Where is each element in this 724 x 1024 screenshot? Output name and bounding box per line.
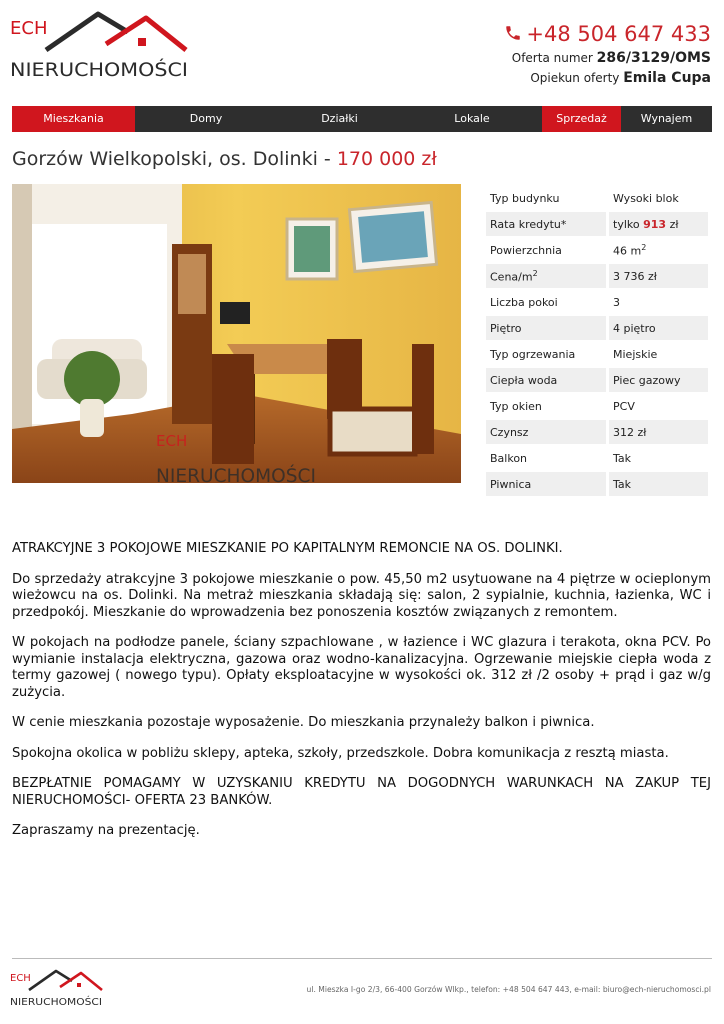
description-paragraph: BEZPŁATNIE POMAGAMY W UZYSKANIU KREDYTU NA DOGODNYCH WARUNKACH NA ZAKUP TEJ NIERUCHOMOŚCI- OFERTA 23 BANKÓW. xyxy=(12,776,711,808)
description-paragraph: W pokojach na podłodze panele, ściany szpachlowane , w łazience i WC glazura i terakota, okna PCV. Po wymianie instalacja elektryczna, gazowa oraz wodno-kanalizacyjna. Ogrzewanie miejskie ciepła woda z termy gazowej ( nowego typu). Opłaty eksploatacyjne w wysokości ok. 312 zł /2 osoby + prąd i gaz w/g zużycia. xyxy=(12,635,711,700)
param-label: Ciepła woda xyxy=(486,368,609,392)
param-row-basement xyxy=(486,472,708,496)
company-logo[interactable] xyxy=(10,10,190,82)
param-value: 46 $m^2$ xyxy=(613,242,647,258)
offer-number: 286/3129/OMS xyxy=(596,50,711,66)
svg-text:ECH: ECH xyxy=(156,432,188,450)
param-row-heating xyxy=(486,342,708,366)
nav-item-sprzedaz[interactable]: Sprzedaż xyxy=(542,106,621,132)
agent-name: Emila Cupa xyxy=(623,70,711,86)
param-label: Cena/$m^2$ xyxy=(486,264,609,288)
main-nav xyxy=(12,106,712,132)
param-row-price-m2 xyxy=(486,264,708,288)
footer-divider xyxy=(12,958,712,959)
nav-item-wynajem[interactable]: Wynajem xyxy=(640,112,693,125)
param-label: Piętro xyxy=(486,316,609,340)
param-row-floor xyxy=(486,316,708,340)
listing-description xyxy=(12,541,711,854)
param-value: Tak xyxy=(609,472,708,496)
svg-text:ECH: ECH xyxy=(10,18,48,39)
param-value: Miejskie xyxy=(613,347,658,361)
param-label: Typ okien xyxy=(486,394,609,418)
param-row-hot-water xyxy=(486,368,708,392)
param-label: Typ budynku xyxy=(486,186,609,210)
credit-amount: 913 xyxy=(643,217,667,231)
contact-block xyxy=(504,20,711,88)
param-row-windows xyxy=(486,394,708,418)
param-value: PCV xyxy=(613,399,635,413)
phone-icon xyxy=(504,24,522,42)
param-label: Piwnica xyxy=(486,472,609,496)
header xyxy=(0,0,724,100)
footer-address: ul. Mieszka I-go 2/3, 66-400 Gorzów Wlkp., telefon: +48 504 647 443, e-mail: biuro@ech-nieruchomosci.pl xyxy=(306,985,711,994)
param-value: 3 736 zł xyxy=(609,264,708,288)
param-row-area xyxy=(486,238,708,262)
description-paragraph: Zapraszamy na prezentację. xyxy=(12,823,200,838)
param-row-rooms xyxy=(486,290,708,314)
param-value: Wysoki blok xyxy=(613,191,679,205)
param-value: 312 zł xyxy=(609,420,708,444)
param-row-building-type xyxy=(486,186,708,210)
offer-number-row: Oferta numer 286/3129/OMS xyxy=(511,50,711,66)
param-row-balcony xyxy=(486,446,708,470)
param-value: 4 piętro xyxy=(609,316,708,340)
param-label: Liczba pokoi xyxy=(486,290,609,314)
nav-item-lokale[interactable]: Lokale xyxy=(454,112,490,125)
param-label: Powierzchnia xyxy=(486,238,609,262)
svg-text:ECH: ECH xyxy=(10,973,31,984)
description-headline: ATRAKCYJNE 3 POKOJOWE MIESZKANIE PO KAPITALNYM REMONCIE NA OS. DOLINKI. xyxy=(12,541,563,556)
svg-text:NIERUCHOMOŚCI: NIERUCHOMOŚCI xyxy=(156,465,320,483)
svg-text:NIERUCHOMOŚCI: NIERUCHOMOŚCI xyxy=(10,59,174,81)
listing-price: 170 000 zł xyxy=(336,148,437,170)
description-paragraph: Spokojna okolica w pobliżu sklepy, apteka, szkoły, przedszkole. Dobra komunikacja z resztą miasta. xyxy=(12,745,669,761)
param-value: 3 xyxy=(613,295,620,309)
param-value: Tak xyxy=(613,451,632,465)
nav-item-domy[interactable]: Domy xyxy=(189,112,223,125)
listing-title xyxy=(12,146,437,172)
footer-logo[interactable] xyxy=(10,968,104,1008)
param-label: Typ ogrzewania xyxy=(486,342,609,366)
param-value: Piec gazowy xyxy=(609,368,708,392)
description-paragraph: Do sprzedaży atrakcyjne 3 pokojowe mieszkanie o pow. 45,50 m2 usytuowane na 4 piętrze w ocieplonym wieżowcu na os. Dolinki. Na metraż mieszkania składają się: salon, 2 sypialnie, kuchnia, łazienka, WC i przedpokój. Mieszkanie do wprowadzenia bez ponoszenia kosztów związanych z remontem. xyxy=(12,571,711,620)
listing-location: Gorzów Wielkopolski, os. Dolinki - xyxy=(12,148,337,170)
description-paragraph: W cenie mieszkania pozostaje wyposażenie. Do mieszkania przynależy balkon i piwnica. xyxy=(12,715,595,730)
param-label: Rata kredytu* xyxy=(486,212,609,236)
param-label: Czynsz xyxy=(486,420,609,444)
param-row-credit xyxy=(486,212,708,236)
listing-photo[interactable] xyxy=(12,184,461,483)
phone-number[interactable]: +48 504 647 433 xyxy=(504,20,711,48)
agent-row: Opiekun oferty Emila Cupa xyxy=(530,70,711,86)
param-label: Balkon xyxy=(486,446,609,470)
nav-item-dzialki[interactable]: Działki xyxy=(321,112,358,125)
nav-item-mieszkania[interactable]: Mieszkania xyxy=(12,106,135,132)
param-value: tylko 913 zł xyxy=(609,212,708,236)
property-params-table xyxy=(486,184,708,498)
param-row-rent xyxy=(486,420,708,444)
svg-text:NIERUCHOMOŚCI: NIERUCHOMOŚCI xyxy=(10,997,97,1008)
